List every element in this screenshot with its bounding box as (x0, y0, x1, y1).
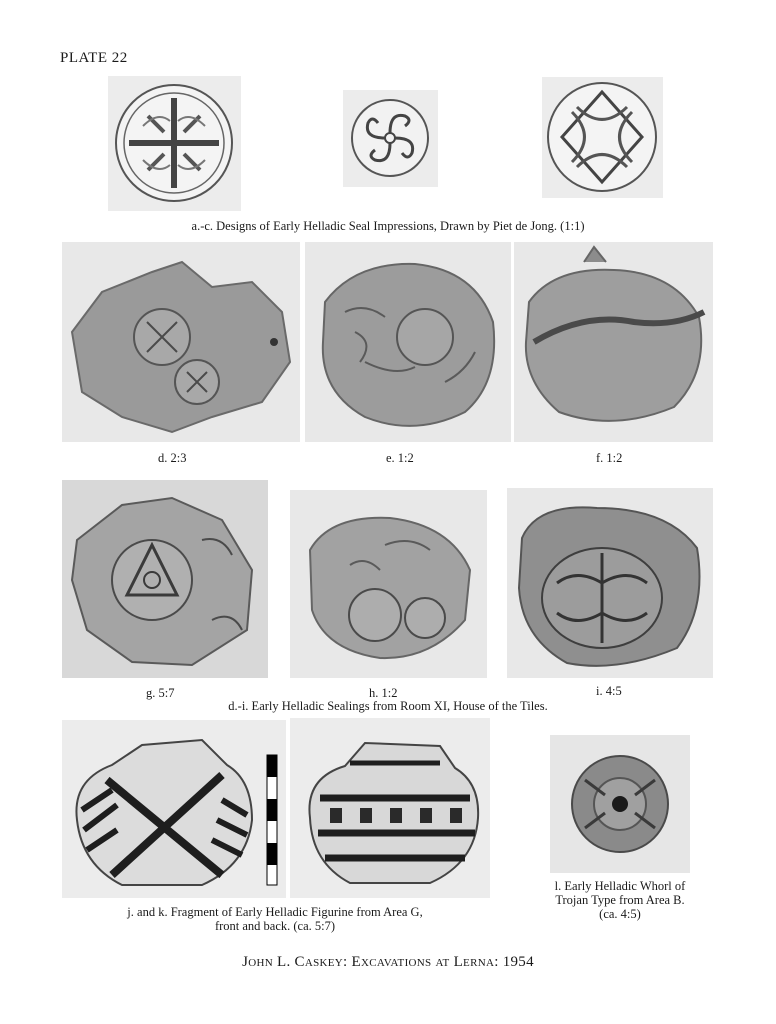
footer-citation: John L. Caskey: Excavations at Lerna: 1954 (242, 954, 534, 970)
photo-g (62, 480, 268, 678)
photo-j (62, 720, 286, 898)
caption-f: f. 1:2 (596, 451, 623, 465)
caption-jk-line2: front and back. (ca. 5:7) (214, 919, 336, 933)
photo-f (514, 242, 713, 442)
caption-di: d.-i. Early Helladic Sealings from Room XI, House of the Tiles. (228, 699, 548, 713)
photo-i (507, 488, 713, 678)
caption-abc: a.-c. Designs of Early Helladic Seal Impressions, Drawn by Piet de Jong. (1:1) (191, 219, 585, 233)
photo-h (290, 490, 487, 678)
caption-jk-line1: j. and k. Fragment of Early Helladic Figurine from Area G, (127, 905, 423, 919)
seal-drawing-b (343, 90, 438, 187)
caption-l-line1: l. Early Helladic Whorl of (554, 879, 686, 893)
caption-g: g. 5:7 (146, 686, 175, 700)
caption-e: e. 1:2 (386, 451, 414, 465)
plate-label: PLATE 22 (60, 50, 128, 66)
photo-d (62, 242, 300, 442)
caption-i: i. 4:5 (596, 684, 622, 698)
photo-e (305, 242, 511, 442)
caption-l (520, 879, 720, 921)
caption-l-line3: (ca. 4:5) (599, 907, 641, 921)
caption-l-line2: Trojan Type from Area B. (555, 893, 685, 907)
seal-drawing-c (542, 77, 663, 198)
seal-drawing-a (108, 76, 241, 211)
photo-l (550, 735, 690, 873)
caption-h: h. 1:2 (369, 686, 398, 700)
photo-k (290, 718, 490, 898)
caption-d: d. 2:3 (158, 451, 187, 465)
caption-jk (100, 905, 450, 933)
